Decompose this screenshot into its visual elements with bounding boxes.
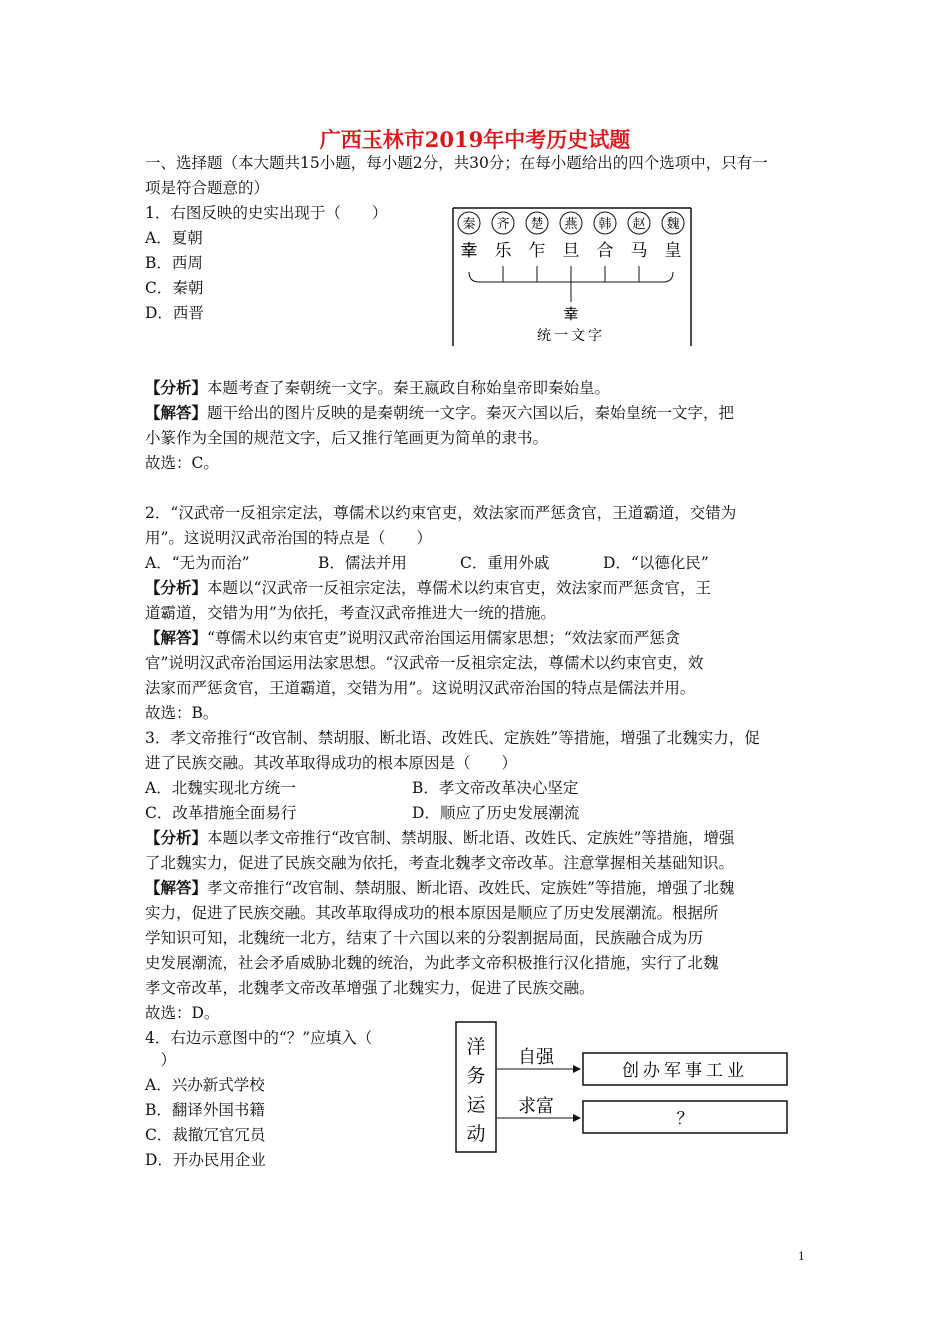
self-strengthening-diagram <box>455 1020 795 1155</box>
q4-option-d: D．开办民用企业 <box>145 1151 266 1169</box>
state-name: 秦 <box>462 217 476 232</box>
movement-char: 务 <box>466 1065 486 1087</box>
q2-option-d: D．“以德化民” <box>603 554 709 572</box>
state-name: 齐 <box>496 217 510 232</box>
q1-answer <box>145 403 734 423</box>
answer-tag: 【解答】 <box>145 628 208 647</box>
self-strengthening-label: 自强 <box>518 1047 554 1068</box>
seeking-wealth-label: 求富 <box>518 1096 554 1117</box>
state-name: 魏 <box>666 217 680 232</box>
q4-stem-cont: ） <box>145 1051 177 1069</box>
state-glyph: 合 <box>596 241 614 261</box>
analysis-text: 本题以孝文帝推行“改官制、禁胡服、断北语、改姓氏、定族姓”等措施，增强 <box>207 829 735 847</box>
analysis-tag: 【分析】 <box>145 578 208 597</box>
q2-option-a: A．“无为而治” <box>145 554 250 572</box>
state-name: 燕 <box>564 217 578 232</box>
answer-text: “尊儒术以约束官吏”说明汉武帝治国运用儒家思想；“效法家而严惩贪 <box>207 629 681 647</box>
q1-option-b: B．西周 <box>145 254 203 272</box>
unknown-mark: ？ <box>676 1109 694 1129</box>
q3-answer-cont: 实力，促进了民族交融。其改革取得成功的根本原因是顺应了历史发展潮流。根据所 <box>145 904 719 922</box>
q1-choice: 故选：C。 <box>145 454 219 472</box>
q2-answer-cont: 法家而严惩贪官，王道霸道，交错为用”。这说明汉武帝治国的特点是儒法并用。 <box>145 679 696 697</box>
answer-tag: 【解答】 <box>145 403 208 422</box>
analysis-text: 本题考查了秦朝统一文字。秦王嬴政自称始皇帝即秦始皇。 <box>207 379 611 397</box>
state-glyph: 乐 <box>494 241 512 261</box>
answer-text: 题干给出的图片反映的是秦朝统一文字。秦灭六国以后，秦始皇统一文字，把 <box>207 404 735 422</box>
analysis-text: 本题以“汉武帝一反祖宗定法，尊儒术以约束官吏，效法家而严惩贪官，王 <box>207 579 711 597</box>
q2-option-b: B．儒法并用 <box>318 554 407 572</box>
section-heading: 一、选择题（本大题共15小题，每小题2分，共30分；在每小题给出的四个选项中，只有一 <box>145 154 768 172</box>
page-title: 广西玉林市2019年中考历史试题 <box>319 127 631 152</box>
q3-stem-cont: 进了民族交融。其改革取得成功的根本原因是（ ） <box>145 754 518 772</box>
q1-option-d: D．西晋 <box>145 304 204 322</box>
analysis-tag: 【分析】 <box>145 378 208 397</box>
q4-option-a: A．兴办新式学校 <box>145 1076 265 1094</box>
state-name: 韩 <box>598 217 612 232</box>
answer-text: 孝文帝推行“改官制、禁胡服、断北语、改姓氏、定族姓”等措施，增强了北魏 <box>207 879 735 897</box>
q2-answer-cont: 官”说明汉武帝治国运用法家思想。“汉武帝一反祖宗定法，尊儒术以约束官吏，效 <box>145 654 704 672</box>
movement-char: 动 <box>466 1123 486 1145</box>
state-glyph: 旦 <box>562 241 580 261</box>
q3-answer-cont: 史发展潮流，社会矛盾威胁北魏的统治，为此孝文帝积极推行汉化措施，实行了北魏 <box>145 954 719 972</box>
center-glyph: 𦍒 <box>563 305 579 323</box>
q1-analysis <box>145 378 610 398</box>
analysis-tag: 【分析】 <box>145 828 208 847</box>
q1-option-c: C．秦朝 <box>145 279 204 297</box>
q2-analysis <box>145 578 711 598</box>
q3-option-b: B．孝文帝改革决心坚定 <box>412 779 579 797</box>
q3-stem: 3．孝文帝推行“改官制、禁胡服、断北语、改姓氏、定族姓”等措施，增强了北魏实力，促 <box>145 729 760 747</box>
state-name: 楚 <box>530 217 544 232</box>
q2-stem-cont: 用”。这说明汉武帝治国的特点是（ ） <box>145 529 432 547</box>
q4-option-c: C．裁撤冗官冗员 <box>145 1126 266 1144</box>
state-glyph: 乍 <box>528 241 546 261</box>
state-glyph: 马 <box>630 241 648 261</box>
q3-option-c: C．改革措施全面易行 <box>145 804 297 822</box>
q3-answer-cont: 学知识可知，北魏统一北方，结束了十六国以来的分裂割据局面，民族融合成为历 <box>145 929 704 947</box>
q3-answer-cont: 孝文帝改革，北魏孝文帝改革增强了北魏实力，促进了民族交融。 <box>145 979 595 997</box>
q2-choice: 故选：B。 <box>145 704 219 722</box>
state-glyph: 𦍒 <box>460 241 478 261</box>
q3-option-d: D．顺应了历史发展潮流 <box>412 804 580 822</box>
q1-option-a: A．夏朝 <box>145 229 203 247</box>
unified-script-figure <box>452 206 692 346</box>
q2-option-c: C．重用外戚 <box>460 554 550 572</box>
q2-stem: 2．“汉武帝一反祖宗定法，尊儒术以约束官吏，效法家而严惩贪官，王道霸道，交错为 <box>145 504 737 522</box>
q3-answer <box>145 878 734 898</box>
q1-answer-cont: 小篆作为全国的规范文字，后又推行笔画更为简单的隶书。 <box>145 429 549 447</box>
q1-stem: 1．右图反映的史实出现于（ ） <box>145 204 388 222</box>
movement-char: 运 <box>466 1094 486 1116</box>
q3-analysis <box>145 828 734 848</box>
military-industry-text: 创办军事工业 <box>622 1061 748 1081</box>
q4-stem: 4．右边示意图中的“？”应填入（ <box>145 1029 373 1047</box>
section-heading-cont: 项是符合题意的） <box>145 179 270 197</box>
page-number: 1 <box>798 1248 805 1263</box>
q3-analysis-cont: 了北魏实力，促进了民族交融为依托，考查北魏孝文帝改革。注意掌握相关基础知识。 <box>145 854 735 872</box>
q4-option-b: B．翻译外国书籍 <box>145 1101 265 1119</box>
answer-tag: 【解答】 <box>145 878 208 897</box>
state-glyph: 皇 <box>664 241 682 261</box>
q3-choice: 故选：D。 <box>145 1004 220 1022</box>
q2-answer <box>145 628 680 648</box>
movement-char: 洋 <box>466 1036 486 1058</box>
q3-option-a: A．北魏实现北方统一 <box>145 779 296 797</box>
figure-caption: 统一文字 <box>537 328 605 344</box>
q2-analysis-cont: 道霸道，交错为用”为依托，考查汉武帝推进大一统的措施。 <box>145 604 556 622</box>
state-name: 赵 <box>632 217 646 232</box>
